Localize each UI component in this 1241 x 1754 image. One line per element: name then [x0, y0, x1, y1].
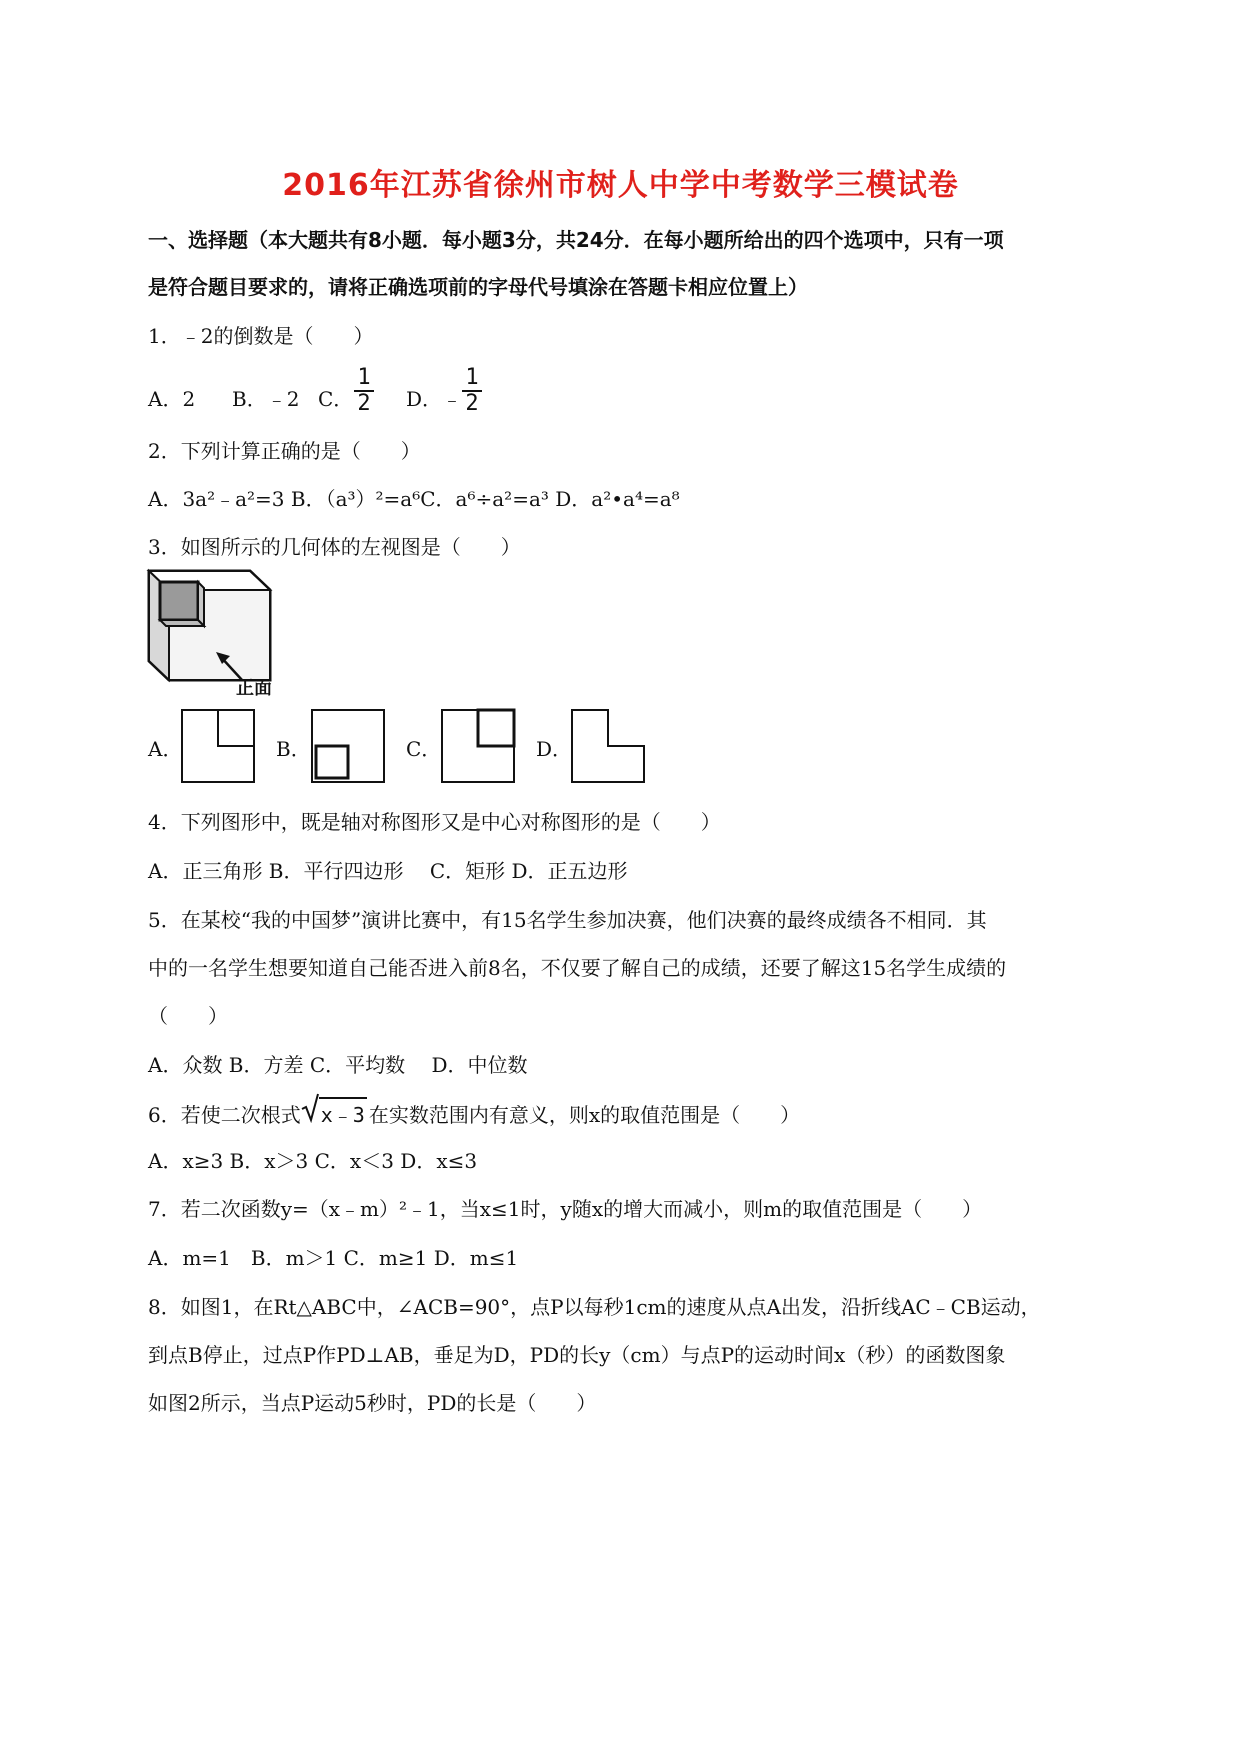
q1-option-d: D．﹣: [406, 387, 463, 411]
section-instructions-line1: 一、选择题（本大题共有8小题．每小题3分，共24分．在每小题所给出的四个选项中，只有一项: [148, 228, 1004, 252]
q3-option-b-figure: [310, 708, 386, 784]
question-5-line2: 中的一名学生想要知道自己能否进入前8名，不仅要了解自己的成绩，还要了解这15名学生成绩的: [148, 956, 1007, 980]
q6-radicand: x﹣3: [319, 1097, 367, 1128]
q6-stem-pre: 6．若使二次根式: [148, 1103, 301, 1127]
radical-sign-icon: [301, 1093, 319, 1123]
fraction-numerator: 1: [462, 366, 482, 392]
q6-radical: [301, 1097, 367, 1128]
q3-option-d-figure: [570, 708, 646, 784]
q7-options: A．m=1 B．m＞1 C．m≥1 D．m≤1: [148, 1246, 519, 1270]
question-4-stem: 4．下列图形中，既是轴对称图形又是中心对称图形的是（ ）: [148, 810, 721, 834]
q1-option-c-fraction: [354, 366, 374, 416]
section-instructions-line2: 是符合题目要求的，请将正确选项前的字母代号填涂在答题卡相应位置上）: [148, 275, 808, 299]
q3-option-c-figure: [440, 708, 516, 784]
solid-figure-diagram: [146, 568, 276, 688]
q5-options: A．众数 B．方差 C．平均数 D．中位数: [148, 1053, 528, 1077]
question-8-line1: 8．如图1，在Rt△ABC中，∠ACB=90°，点P以每秒1cm的速度从点A出发，沿折线AC﹣CB运动，: [148, 1295, 1041, 1319]
question-2-stem: 2．下列计算正确的是（ ）: [148, 439, 421, 463]
q3-option-d-label: D．: [536, 737, 573, 761]
fraction-denominator: 2: [357, 391, 371, 416]
q1-option-d-fraction: [462, 366, 482, 416]
question-6-stem: [148, 1097, 800, 1128]
question-8-line3: 如图2所示，当点P运动5秒时，PD的长是（ ）: [148, 1391, 597, 1415]
fraction-numerator: 1: [354, 366, 374, 392]
q6-options: A．x≥3 B．x＞3 C．x＜3 D．x≤3: [148, 1149, 478, 1173]
page-title: 2016年江苏省徐州市树人中学中考数学三模试卷: [282, 168, 959, 203]
question-8-line2: 到点B停止，过点P作PD⊥AB，垂足为D，PD的长y（cm）与点P的运动时间x（秒）的函数图象: [148, 1343, 1006, 1367]
q3-option-a-figure: [180, 708, 256, 784]
question-7-stem: 7．若二次函数y=（x﹣m）²﹣1，当x≤1时，y随x的增大而减小，则m的取值范围是（ ）: [148, 1197, 983, 1221]
question-5-line1: 5．在某校“我的中国梦”演讲比赛中，有15名学生参加决赛，他们决赛的最终成绩各不相同．其: [148, 908, 987, 932]
fraction-denominator: 2: [465, 391, 479, 416]
q1-option-b: B．﹣2: [232, 387, 300, 411]
question-5-line3: （ ）: [148, 1004, 228, 1028]
q4-options: A．正三角形 B．平行四边形 C．矩形 D．正五边形: [148, 859, 628, 883]
q3-option-c-label: C．: [406, 737, 442, 761]
question-1-stem: 1．﹣2的倒数是（ ）: [148, 324, 374, 348]
front-view-label: 正面: [236, 678, 272, 699]
question-3-stem: 3．如图所示的几何体的左视图是（ ）: [148, 535, 521, 559]
q6-stem-post: 在实数范围内有意义，则x的取值范围是（ ）: [368, 1103, 801, 1127]
q2-options: A．3a²﹣a²=3 B．（a³）²=a⁶C．a⁶÷a²=a³ D．a²•a⁴=a⁸: [148, 487, 680, 511]
q3-option-b-label: B．: [276, 737, 311, 761]
q1-option-c: C．: [318, 387, 354, 411]
q3-option-a-label: A．: [148, 737, 183, 761]
q1-option-a: A．2: [148, 387, 196, 411]
